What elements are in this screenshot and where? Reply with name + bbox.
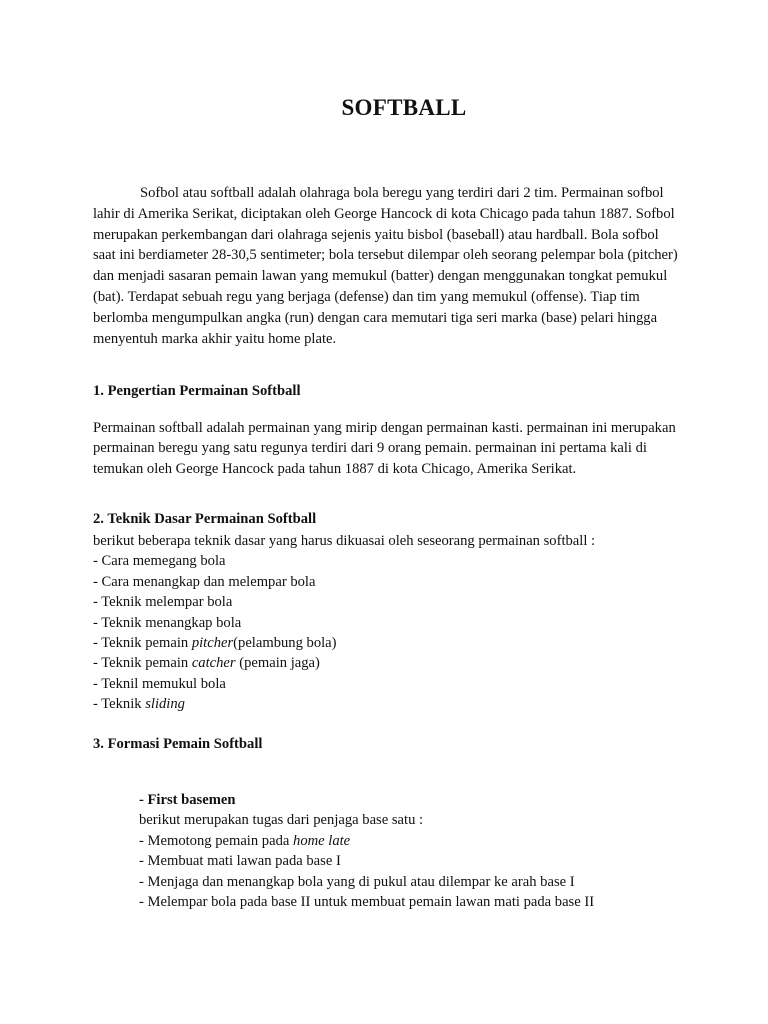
list-item-text: - Teknik xyxy=(93,696,146,713)
section-2-heading: 2. Teknik Dasar Permainan Softball xyxy=(93,511,317,527)
list-item: - Teknil memukul bola xyxy=(93,675,226,692)
page-title: SOFTBALL xyxy=(341,95,467,120)
list-item-emphasis: catcher xyxy=(191,655,236,672)
list-item xyxy=(139,831,594,851)
intro-paragraph: Sofbol atau softball adalah olahraga bola beregu yang terdiri dari 2 tim. Permainan sofbol lahir di Amerika Serikat, diciptakan oleh George Hancock di kota Chicago pada tahun 1887. Sofbol merupakan perkembangan dari olahraga sejenis yaitu bisbol (baseball) atau hardball. Bola sofbol saat ini berdiameter 28-30,5 sentimeter; bola tersebut dilempar oleh seorang pelempar bola (pitcher) dan menjadi sasaran pemain lawan yang memukul (batter) dengan menggunakan tongkat pemukul (bat). Terdapat sebuah regu yang berjaga (defense) dan tim yang memukul (offense). Tiap tim berlomba mengumpulkan angka (run) dengan cara memutari tiga seri marka (base) pelari hingga menyentuh marka akhir yaitu home plate. xyxy=(93,185,678,347)
list-item: - Cara menangkap dan melempar bola xyxy=(93,573,316,590)
section-3-heading: 3. Formasi Pemain Softball xyxy=(93,736,263,752)
list-item-text: - Teknik pemain xyxy=(93,655,192,672)
list-item: - Menjaga dan menangkap bola yang di pukul atau dilempar ke arah base I xyxy=(139,873,575,890)
list-item-text: (pelambung bola) xyxy=(233,635,337,652)
section-1-heading: 1. Pengertian Permainan Softball xyxy=(93,383,301,399)
list-item-text: - Memotong pemain pada xyxy=(139,832,294,849)
list-item: - Teknik menangkap bola xyxy=(93,614,242,631)
section-1-body: Permainan softball adalah permainan yang mirip dengan permainan kasti. permainan ini merupakan permainan beregu yang satu regunya terdiri dari 9 orang pemain. permainan ini pertama kali di temukan oleh George Hancock pada tahun 1887 di kota Chicago, Amerika Serikat. xyxy=(93,420,676,477)
section-2-list xyxy=(93,531,595,715)
list-item: - Membuat mati lawan pada base I xyxy=(139,853,341,870)
list-item-emphasis: pitcher xyxy=(191,635,234,652)
list-item xyxy=(93,694,595,714)
list-item xyxy=(93,653,595,673)
list-item-emphasis: home late xyxy=(293,832,351,849)
list-item-text: (pemain jaga) xyxy=(235,655,320,672)
list-item-text: - Teknik pemain xyxy=(93,635,192,652)
section-2-intro: berikut beberapa teknik dasar yang harus dikuasai oleh seseorang permainan softball : xyxy=(93,533,596,549)
list-item: - Cara memegang bola xyxy=(93,553,226,570)
first-basemen-intro: berikut merupakan tugas dari penjaga base satu : xyxy=(139,812,424,829)
first-basemen-heading: - First basemen xyxy=(139,792,236,808)
list-item: - Melempar bola pada base II untuk membuat pemain lawan mati pada base II xyxy=(139,894,595,911)
list-item xyxy=(93,633,595,653)
list-item: - Teknik melempar bola xyxy=(93,594,233,611)
section-3-list xyxy=(139,790,594,912)
list-item-emphasis: sliding xyxy=(145,696,185,713)
